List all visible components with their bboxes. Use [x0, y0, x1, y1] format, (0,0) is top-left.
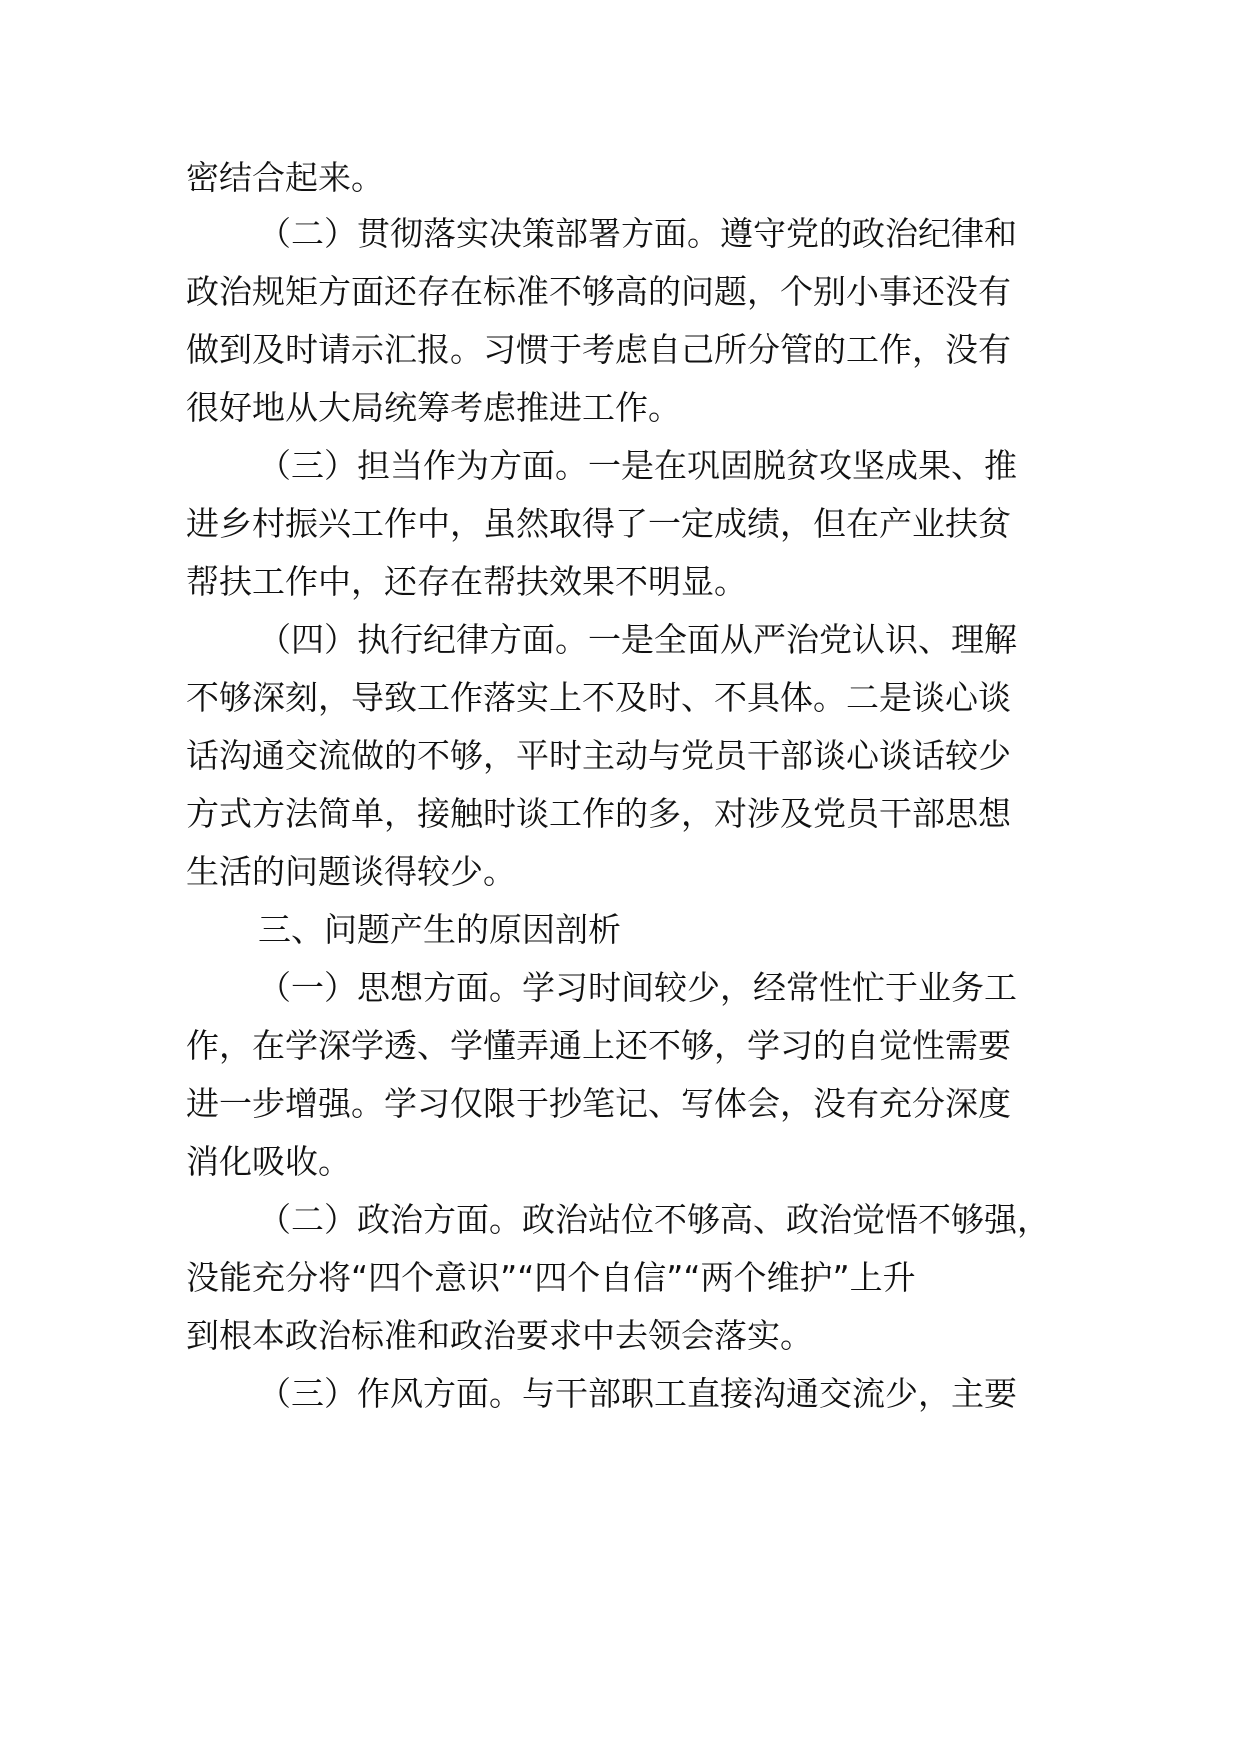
text-line: 作，在学深学透、学懂弄通上还不够，学习的自觉性需要: [186, 1026, 1011, 1065]
text-line: 进一步增强。学习仅限于抄笔记、写体会，没有充分深度: [186, 1084, 1011, 1123]
text-line: 很好地从大局统筹考虑推进工作。: [186, 388, 681, 427]
text-line: 政治规矩方面还存在标准不够高的问题，个别小事还没有: [186, 272, 1011, 311]
text-line: 生活的问题谈得较少。: [186, 852, 516, 891]
text-line: 进乡村振兴工作中，虽然取得了一定成绩，但在产业扶贫: [186, 504, 1011, 543]
text-line: 消化吸收。: [186, 1142, 351, 1181]
paragraph-first-line: （二）政治方面。政治站位不够高、政治觉悟不够强，: [258, 1200, 1050, 1239]
text-line: 做到及时请示汇报。习惯于考虑自己所分管的工作，没有: [186, 330, 1011, 369]
text-line: 密结合起来。: [186, 158, 384, 197]
paragraph-first-line: （二）贯彻落实决策部署方面。遵守党的政治纪律和: [258, 214, 1017, 253]
text-line: 没能充分将“四个意识”“四个自信”“两个维护”上升: [186, 1258, 916, 1297]
text-line: 方式方法简单，接触时谈工作的多，对涉及党员干部思想: [186, 794, 1011, 833]
paragraph-first-line: （三）作风方面。与干部职工直接沟通交流少，主要: [258, 1374, 1017, 1413]
text-line: 话沟通交流做的不够，平时主动与党员干部谈心谈话较少: [186, 736, 1011, 775]
text-line: 不够深刻，导致工作落实上不及时、不具体。二是谈心谈: [186, 678, 1011, 717]
section-heading: 三、问题产生的原因剖析: [258, 910, 621, 949]
paragraph-first-line: （三）担当作为方面。一是在巩固脱贫攻坚成果、推: [258, 446, 1017, 485]
paragraph-first-line: （四）执行纪律方面。一是全面从严治党认识、理解: [258, 620, 1017, 659]
paragraph-first-line: （一）思想方面。学习时间较少，经常性忙于业务工: [258, 968, 1017, 1007]
text-line: 帮扶工作中，还存在帮扶效果不明显。: [186, 562, 747, 601]
text-line: 到根本政治标准和政治要求中去领会落实。: [186, 1316, 813, 1355]
